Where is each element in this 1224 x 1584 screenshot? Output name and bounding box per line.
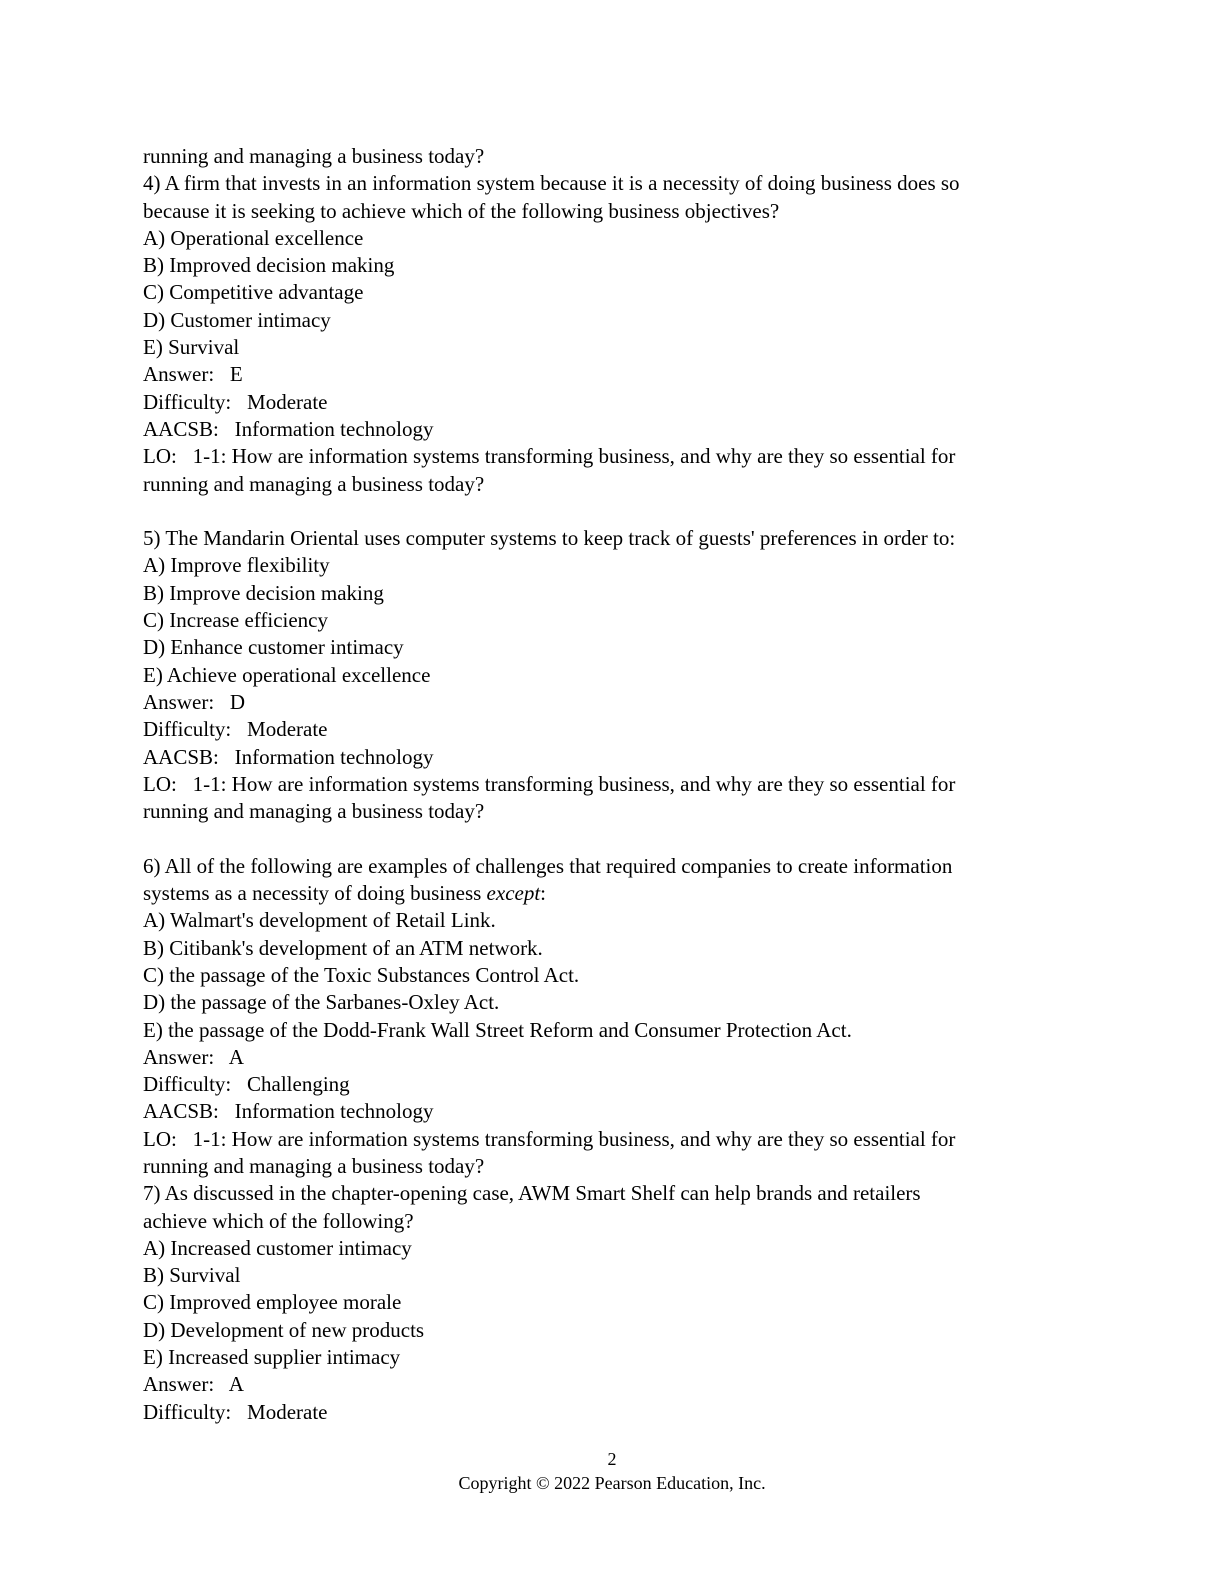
lo-line: LO: 1-1: How are information systems transforming business, and why are they so essential for — [143, 444, 956, 469]
lo-line: running and managing a business today? — [143, 471, 485, 496]
question-stem: 6) All of the following are examples of challenges that required companies to create information — [143, 853, 953, 878]
option-b: B) Improved decision making — [143, 253, 395, 278]
question-stem: 4) A firm that invests in an information system because it is a necessity of doing business does so — [143, 171, 960, 196]
answer-line: Answer: A — [143, 1044, 244, 1069]
answer-line: Answer: A — [143, 1372, 244, 1397]
difficulty-line: Difficulty: Moderate — [143, 1399, 328, 1424]
option-b: B) Survival — [143, 1263, 241, 1288]
option-a: A) Improve flexibility — [143, 553, 330, 578]
option-c: C) Improved employee morale — [143, 1290, 402, 1315]
option-b: B) Citibank's development of an ATM network. — [143, 935, 543, 960]
aacsb-line: AACSB: Information technology — [143, 744, 434, 769]
question-stem: 5) The Mandarin Oriental uses computer systems to keep track of guests' preferences in order to: — [143, 526, 956, 551]
option-d: D) Enhance customer intimacy — [143, 635, 404, 660]
option-c: C) the passage of the Toxic Substances Control Act. — [143, 962, 580, 987]
question-stem: achieve which of the following? — [143, 1208, 414, 1233]
continuation-line: running and managing a business today? — [143, 144, 485, 168]
question-7 — [143, 1180, 1093, 1426]
option-a: A) Walmart's development of Retail Link. — [143, 908, 496, 933]
aacsb-line: AACSB: Information technology — [143, 416, 434, 441]
answer-line: Answer: E — [143, 362, 243, 387]
lo-line: running and managing a business today? — [143, 799, 485, 824]
option-d: D) Development of new products — [143, 1317, 425, 1342]
option-a: A) Increased customer intimacy — [143, 1235, 412, 1260]
page-number: 2 — [607, 1449, 617, 1469]
question-4 — [143, 170, 1093, 498]
question-stem — [143, 880, 1093, 907]
difficulty-line: Difficulty: Moderate — [143, 389, 328, 414]
option-e: E) Increased supplier intimacy — [143, 1345, 401, 1370]
answer-line: Answer: D — [143, 689, 246, 714]
option-e: E) Achieve operational excellence — [143, 662, 431, 687]
difficulty-line: Difficulty: Moderate — [143, 717, 328, 742]
question-5 — [143, 525, 1093, 825]
option-e: E) the passage of the Dodd-Frank Wall Street Reform and Consumer Protection Act. — [143, 1017, 852, 1042]
option-c: C) Competitive advantage — [143, 280, 364, 305]
option-e: E) Survival — [143, 335, 240, 360]
spacer — [143, 498, 1093, 525]
question-stem: because it is seeking to achieve which of the following business objectives? — [143, 198, 780, 223]
option-a: A) Operational excellence — [143, 225, 364, 250]
page-content — [143, 143, 1093, 1426]
aacsb-line: AACSB: Information technology — [143, 1099, 434, 1124]
copyright-notice: Copyright © 2022 Pearson Education, Inc. — [458, 1473, 766, 1493]
option-c: C) Increase efficiency — [143, 608, 329, 633]
spacer — [143, 825, 1093, 852]
lo-line: running and managing a business today? — [143, 1153, 485, 1178]
lo-line: LO: 1-1: How are information systems transforming business, and why are they so essential for — [143, 1126, 956, 1151]
option-d: D) Customer intimacy — [143, 307, 331, 332]
lo-line: LO: 1-1: How are information systems transforming business, and why are they so essential for — [143, 771, 956, 796]
question-6 — [143, 853, 1093, 1181]
stem-text: systems as a necessity of doing business — [143, 881, 487, 906]
stem-text: : — [540, 881, 547, 906]
option-d: D) the passage of the Sarbanes-Oxley Act. — [143, 990, 500, 1015]
question-stem: 7) As discussed in the chapter-opening case, AWM Smart Shelf can help brands and retailers — [143, 1181, 921, 1206]
stem-emphasis: except — [486, 881, 541, 906]
option-b: B) Improve decision making — [143, 580, 384, 605]
difficulty-line: Difficulty: Challenging — [143, 1072, 350, 1097]
